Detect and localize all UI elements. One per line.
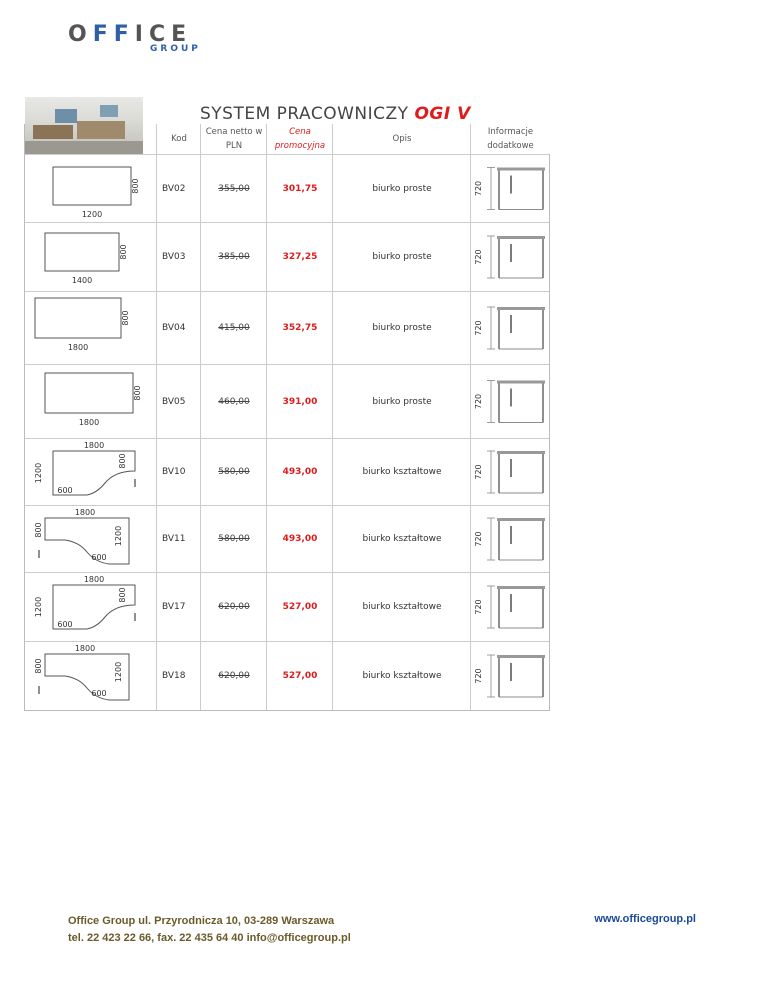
description: biurko proste — [332, 223, 471, 291]
desk-drawing — [25, 223, 156, 291]
desk-side-view-diagram — [471, 506, 550, 572]
dimension-label: 600 — [91, 553, 107, 562]
footer-line-1: Office Group ul. Przyrodnicza 10, 03-289 Warszawa — [68, 915, 335, 927]
dimension-label: 720 — [474, 180, 483, 197]
dimension-label: 720 — [474, 531, 483, 547]
side-view-info — [470, 155, 550, 222]
dimension-label: 1800 — [74, 508, 96, 517]
dimension-label: 600 — [57, 486, 73, 495]
dimension-label: 720 — [474, 393, 483, 410]
desk-shape-diagram — [25, 506, 156, 572]
dimension-label: 1400 — [71, 276, 93, 285]
promo-price: 493,00 — [266, 439, 333, 505]
desk-shape-diagram — [25, 573, 156, 641]
dimension-label: 720 — [474, 599, 483, 615]
dimension-label: 720 — [474, 249, 483, 265]
description: biurko kształtowe — [332, 506, 471, 572]
desk-drawing — [25, 642, 156, 710]
regular-price: 580,00 — [200, 439, 267, 505]
desk-shape-diagram — [25, 439, 156, 505]
product-code: BV11 — [156, 506, 200, 572]
dimension-label: 1800 — [67, 343, 89, 352]
footer-website-link[interactable]: www.officegroup.pl — [594, 913, 696, 925]
table-row — [25, 572, 549, 641]
description: biurko kształtowe — [332, 439, 471, 505]
dimension-label: 1800 — [83, 441, 105, 450]
table-body — [25, 154, 549, 710]
side-view-info — [470, 642, 550, 710]
dimension-label: 800 — [119, 244, 128, 260]
table-header — [25, 124, 549, 154]
company-logo — [68, 22, 228, 56]
table-row — [25, 364, 549, 438]
desk-side-view-diagram — [471, 292, 550, 364]
footer-line-2: tel. 22 423 22 66, fax. 22 435 64 40 info@officegroup.pl — [68, 932, 351, 944]
desk-side-view-diagram — [471, 439, 550, 505]
desk-drawing — [25, 155, 156, 222]
footer-address — [68, 913, 351, 947]
logo-wordmark: OFFICE — [68, 22, 193, 47]
desk-shape-diagram — [25, 155, 156, 222]
promo-price: 352,75 — [266, 292, 333, 364]
promo-price: 327,25 — [266, 223, 333, 291]
description: biurko proste — [332, 292, 471, 364]
dimension-label: 1200 — [34, 462, 43, 484]
regular-price: 620,00 — [200, 642, 267, 710]
regular-price: 385,00 — [200, 223, 267, 291]
header-code: Kod — [156, 124, 201, 154]
regular-price: 355,00 — [200, 155, 267, 222]
regular-price: 580,00 — [200, 506, 267, 572]
dimension-label: 720 — [474, 320, 483, 336]
table-row — [25, 438, 549, 505]
dimension-label: 800 — [34, 522, 43, 538]
dimension-label: 600 — [91, 689, 107, 698]
price-table — [24, 124, 550, 711]
description: biurko kształtowe — [332, 642, 471, 710]
header-info: Informacje dodatkowe — [470, 124, 550, 154]
page-title: SYSTEM PRACOWNICZY OGI V — [200, 104, 471, 124]
product-code: BV10 — [156, 439, 200, 505]
header-price: Cena netto w PLN — [200, 124, 267, 154]
description: biurko proste — [332, 365, 471, 438]
desk-drawing — [25, 573, 156, 641]
desk-drawing — [25, 365, 156, 438]
dimension-label: 1200 — [81, 210, 103, 219]
promo-price: 391,00 — [266, 365, 333, 438]
dimension-label: 800 — [133, 385, 142, 401]
desk-shape-diagram — [25, 642, 156, 710]
dimension-label: 600 — [57, 620, 73, 629]
dimension-label: 800 — [118, 453, 127, 469]
header-promo-price: Cena promocyjna — [266, 124, 333, 154]
dimension-label: 720 — [474, 668, 483, 684]
side-view-info — [470, 365, 550, 438]
desk-drawing — [25, 292, 156, 364]
dimension-label: 800 — [121, 310, 130, 326]
desk-shape-diagram — [25, 365, 156, 438]
dimension-label: 1200 — [114, 525, 123, 547]
regular-price: 415,00 — [200, 292, 267, 364]
side-view-info — [470, 439, 550, 505]
product-code: BV02 — [156, 155, 200, 222]
desk-side-view-diagram — [471, 223, 550, 291]
product-code: BV18 — [156, 642, 200, 710]
promo-price: 493,00 — [266, 506, 333, 572]
dimension-label: 1200 — [114, 661, 123, 683]
description: biurko proste — [332, 155, 471, 222]
logo-subtitle: GROUP — [150, 44, 201, 54]
dimension-label: 1800 — [78, 418, 100, 427]
desk-side-view-diagram — [471, 155, 550, 222]
desk-shape-diagram — [25, 292, 156, 364]
dimension-label: 800 — [118, 587, 127, 603]
product-code: BV04 — [156, 292, 200, 364]
desk-drawing — [25, 439, 156, 505]
promo-price: 527,00 — [266, 642, 333, 710]
dimension-label: 1200 — [34, 596, 43, 618]
desk-side-view-diagram — [471, 573, 550, 641]
table-row — [25, 222, 549, 291]
table-row — [25, 291, 549, 364]
promo-price: 301,75 — [266, 155, 333, 222]
side-view-info — [470, 223, 550, 291]
desk-side-view-diagram — [471, 365, 550, 438]
description: biurko kształtowe — [332, 573, 471, 641]
side-view-info — [470, 506, 550, 572]
table-row — [25, 641, 549, 710]
dimension-label: 1800 — [74, 644, 96, 653]
regular-price: 460,00 — [200, 365, 267, 438]
desk-shape-diagram — [25, 223, 156, 291]
dimension-label: 800 — [34, 658, 43, 674]
dimension-label: 1800 — [83, 575, 105, 584]
dimension-label: 800 — [131, 178, 140, 194]
product-code: BV17 — [156, 573, 200, 641]
table-row — [25, 505, 549, 572]
product-code: BV05 — [156, 365, 200, 438]
side-view-info — [470, 292, 550, 364]
promo-price: 527,00 — [266, 573, 333, 641]
desk-side-view-diagram — [471, 642, 550, 710]
header-description: Opis — [332, 124, 471, 154]
side-view-info — [470, 573, 550, 641]
regular-price: 620,00 — [200, 573, 267, 641]
desk-drawing — [25, 506, 156, 572]
table-row — [25, 154, 549, 222]
dimension-label: 720 — [474, 464, 483, 480]
product-code: BV03 — [156, 223, 200, 291]
